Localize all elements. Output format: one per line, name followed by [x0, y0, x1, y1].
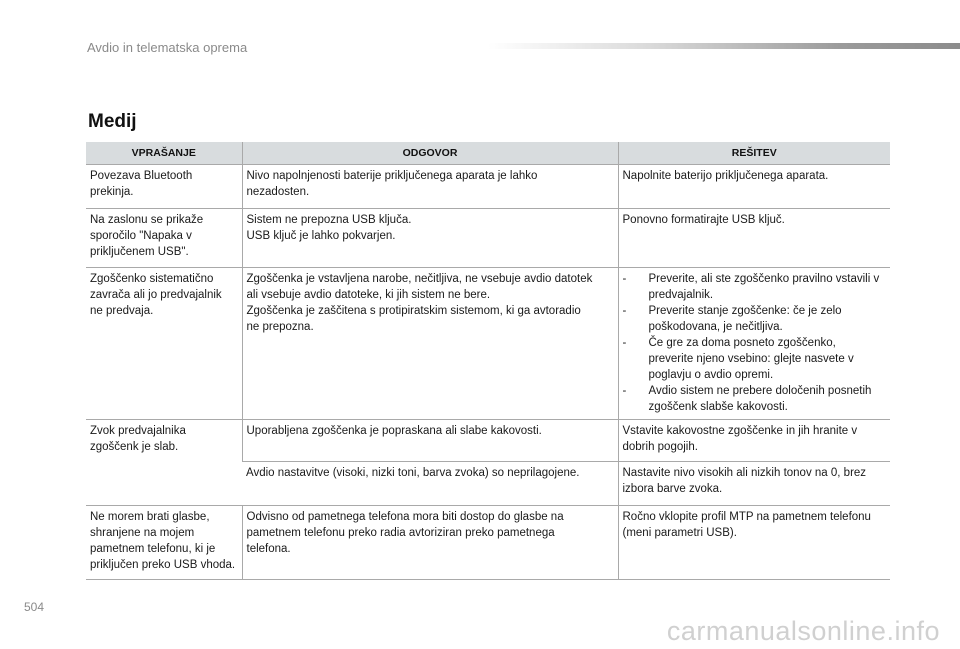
- troubleshooting-table: [86, 142, 890, 580]
- question-cell: [86, 268, 242, 420]
- header-gradient-bar: [488, 43, 960, 49]
- solution-line: Nastavite nivo visokih ali nizkih tonov na 0, brez: [622, 467, 867, 479]
- answer-line: Zgoščenka je zaščitena s protipiratskim sistemom, ki ga avtoradio: [246, 305, 581, 317]
- answer-cell: [242, 420, 618, 462]
- answer-line: Uporabljena zgoščenka je popraskana ali slabe kakovosti.: [246, 425, 542, 437]
- solution-list-item: [623, 383, 887, 415]
- answer-cell: [242, 268, 618, 420]
- column-header-question: VPRAŠANJE: [86, 142, 242, 165]
- solution-line: Avdio sistem ne prebere določenih posnetih: [648, 385, 872, 397]
- question-line: priključenem USB".: [90, 246, 189, 258]
- column-header-solution: REŠITEV: [618, 142, 890, 165]
- question-cell: [86, 420, 242, 506]
- answer-line: pametnem telefonu preko radia avtoriziran preko pametnega: [246, 527, 555, 539]
- answer-line: Zgoščenka je vstavljena narobe, nečitljiva, ne vsebuje avdio datotek: [246, 273, 593, 285]
- question-cell: [86, 506, 242, 580]
- solution-line: poškodovana, je nečitljiva.: [648, 321, 783, 333]
- solution-line: Napolnite baterijo priključenega aparata.: [622, 170, 829, 182]
- solution-line: predvajalnik.: [648, 289, 714, 301]
- answer-cell: [242, 506, 618, 580]
- troubleshooting-table-wrapper: [86, 142, 890, 580]
- question-line: prekinja.: [90, 186, 134, 198]
- table-row: [86, 165, 890, 209]
- answer-line: ali vsebuje avdio datoteke, ki jih sistem ne bere.: [246, 289, 491, 301]
- table-row: [86, 506, 890, 580]
- solution-line: zgoščenk slabše kakovosti.: [648, 401, 788, 413]
- section-header: Avdio in telematska oprema: [87, 40, 248, 55]
- question-line: sporočilo "Napaka v: [90, 230, 192, 242]
- solution-line: preverite njeno vsebino: glejte nasvete v: [648, 353, 854, 365]
- question-line: pametnem telefonu, ki je: [90, 543, 216, 555]
- solution-line: Ročno vklopite profil MTP na pametnem telefonu: [622, 511, 871, 523]
- solution-list-item: [623, 303, 887, 335]
- answer-line: Nivo napolnjenosti baterije priključenega aparata je lahko: [246, 170, 538, 182]
- solution-list-item: [623, 271, 887, 303]
- solution-cell: [618, 506, 890, 580]
- solution-line: Preverite, ali ste zgoščenko pravilno vstavili v: [648, 273, 880, 285]
- question-cell: [86, 165, 242, 209]
- table-header-row: [86, 142, 890, 165]
- column-header-answer: ODGOVOR: [242, 142, 618, 165]
- table-row: [86, 209, 890, 268]
- answer-line: ne prepozna.: [246, 321, 314, 333]
- answer-cell: [242, 165, 618, 209]
- table-body: [86, 165, 890, 580]
- solution-cell: [618, 209, 890, 268]
- solution-line: Preverite stanje zgoščenke: če je zelo: [648, 305, 842, 317]
- solution-line: (meni parametri USB).: [622, 527, 737, 539]
- solution-cell: [618, 420, 890, 462]
- watermark-text: carmanualsonline.info: [666, 616, 940, 646]
- solution-line: Če gre za doma posneto zgoščenko,: [648, 337, 836, 349]
- solution-line: Ponovno formatirajte USB ključ.: [622, 214, 785, 226]
- question-line: zgoščenk je slab.: [90, 441, 179, 453]
- table-row: [86, 420, 890, 462]
- answer-line: USB ključ je lahko pokvarjen.: [246, 230, 396, 242]
- solution-line: poglavju o avdio opremi.: [648, 369, 774, 381]
- bullet-dash: -: [622, 305, 627, 317]
- answer-line: nezadosten.: [246, 186, 310, 198]
- answer-cell: [242, 462, 618, 506]
- question-line: zavrača ali jo predvajalnik: [90, 289, 222, 301]
- solution-line: dobrih pogojih.: [622, 441, 698, 453]
- bullet-dash: -: [622, 385, 627, 397]
- solution-line: Vstavite kakovostne zgoščenke in jih hranite v: [622, 425, 858, 437]
- solution-line: izbora barve zvoka.: [622, 483, 723, 495]
- question-line: Na zaslonu se prikaže: [90, 214, 204, 226]
- question-line: Zvok predvajalnika: [90, 425, 186, 437]
- question-cell: [86, 209, 242, 268]
- bullet-dash: -: [622, 337, 627, 349]
- question-line: Povezava Bluetooth: [90, 170, 193, 182]
- page-title: Medij: [88, 111, 137, 132]
- answer-cell: [242, 209, 618, 268]
- solution-list-item: [623, 335, 887, 383]
- solution-list: [623, 271, 887, 415]
- solution-cell: [618, 165, 890, 209]
- bullet-dash: -: [622, 273, 627, 285]
- answer-line: Sistem ne prepozna USB ključa.: [246, 214, 412, 226]
- table-row: [86, 268, 890, 420]
- question-line: ne predvaja.: [90, 305, 154, 317]
- answer-line: Odvisno od pametnega telefona mora biti dostop do glasbe na: [246, 511, 564, 523]
- answer-line: Avdio nastavitve (visoki, nizki toni, barva zvoka) so neprilagojene.: [246, 467, 580, 479]
- page-number: 504: [24, 600, 45, 614]
- question-line: Zgoščenko sistematično: [90, 273, 214, 285]
- answer-line: telefona.: [246, 543, 291, 555]
- question-line: priključen preko USB vhoda.: [90, 559, 236, 571]
- solution-cell: [618, 268, 890, 420]
- solution-cell: [618, 462, 890, 506]
- question-line: shranjene na mojem: [90, 527, 195, 539]
- question-line: Ne morem brati glasbe,: [90, 511, 210, 523]
